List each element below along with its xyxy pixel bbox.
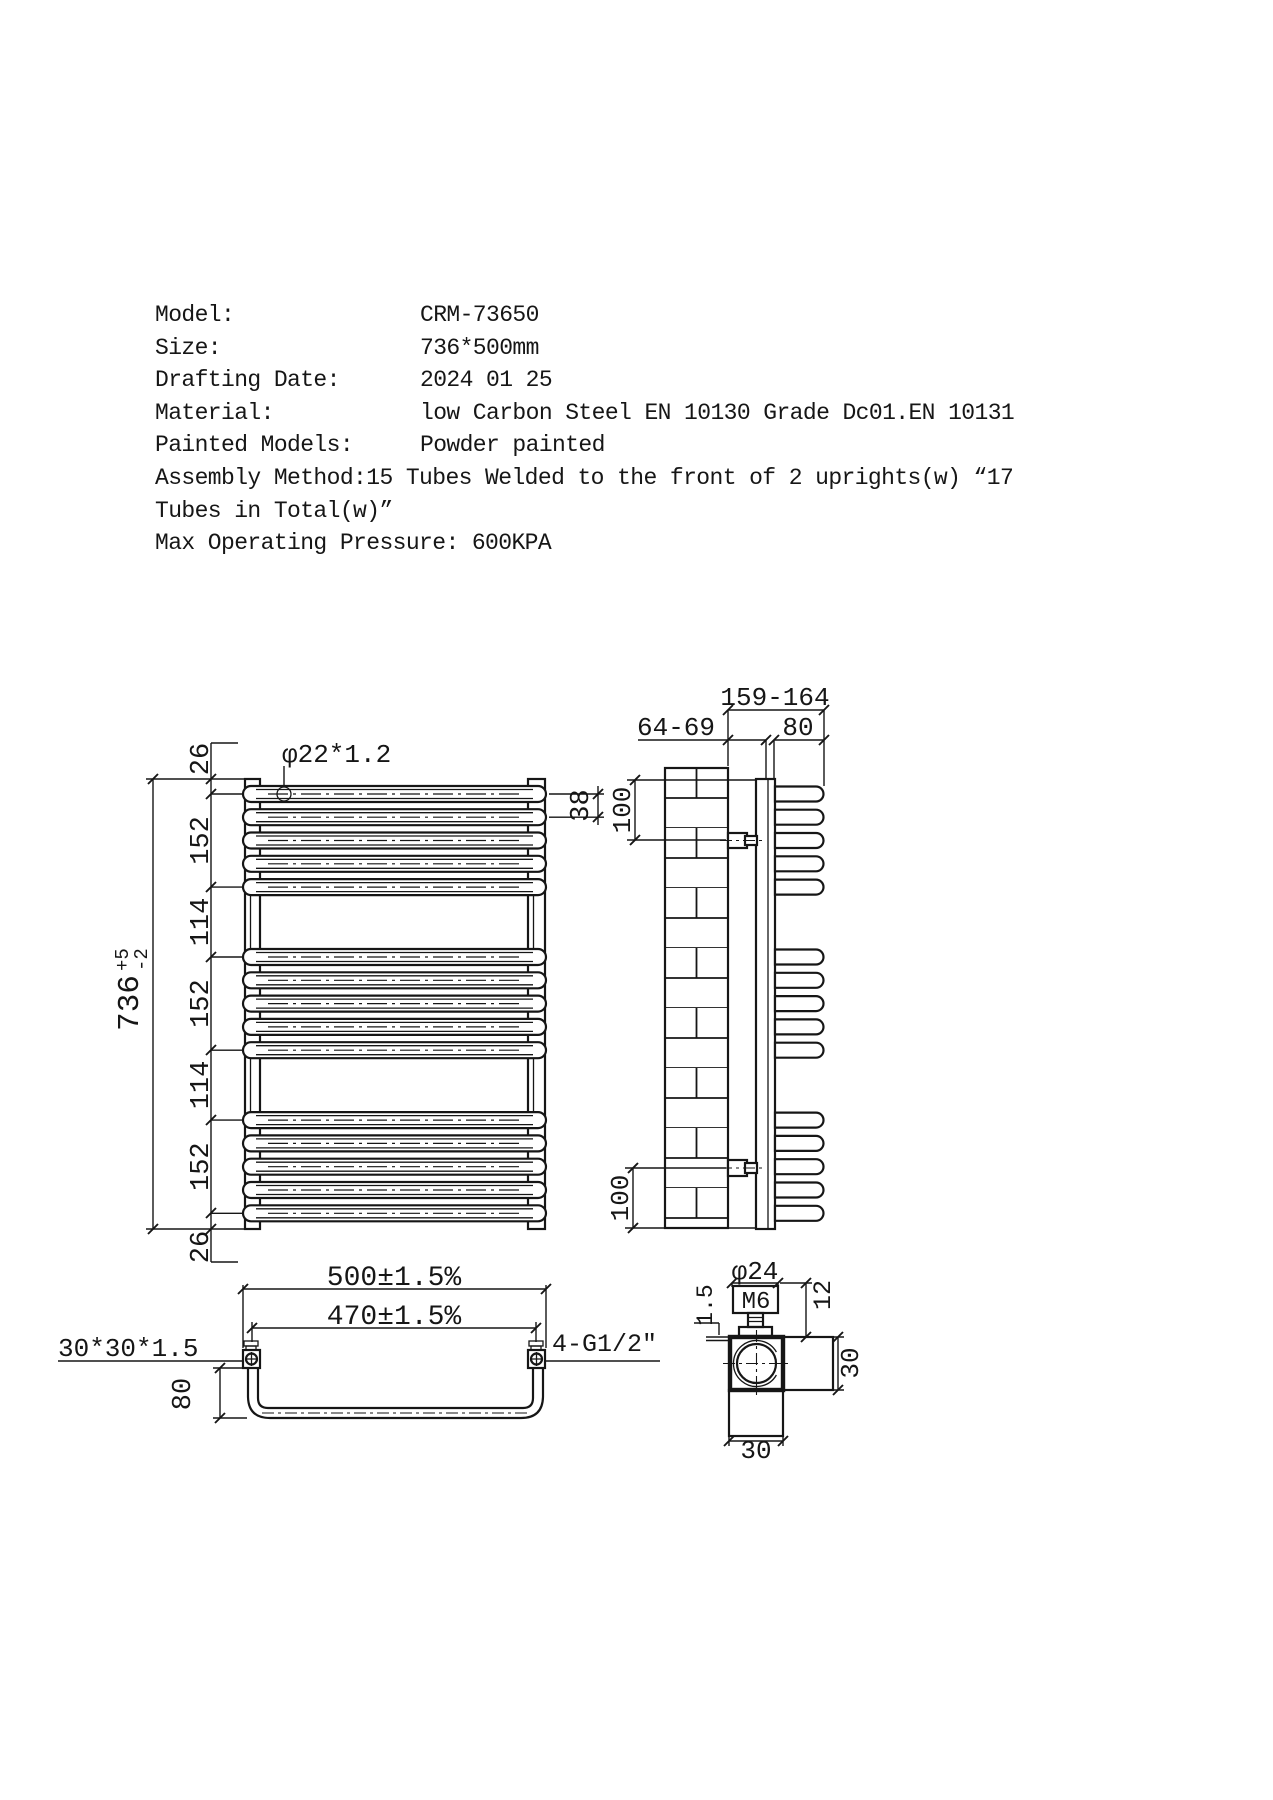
- bottom-view: [58, 1263, 660, 1418]
- dim-label-bow-depth: 80: [169, 1377, 199, 1411]
- dim-label-bracket-bottom: 100: [606, 1174, 636, 1222]
- spec-label: Painted Models:: [155, 432, 354, 459]
- dim-label-width-30: 30: [740, 1436, 772, 1466]
- side-tube-end: [775, 950, 824, 965]
- bolt-plate: [739, 1327, 772, 1336]
- dim-label-114-2: 114: [187, 1060, 217, 1110]
- side-tube-end: [775, 787, 824, 802]
- front-square: [729, 1390, 783, 1436]
- front-tube: [243, 856, 546, 872]
- front-tube: [243, 809, 546, 825]
- side-square: [783, 1337, 833, 1390]
- detail-view: [693, 1257, 866, 1466]
- side-tube-end: [775, 1183, 824, 1198]
- side-tube-end: [775, 973, 824, 988]
- side-tube-end: [775, 1019, 824, 1034]
- side-tube-end: [775, 856, 824, 871]
- front-tube: [243, 1159, 546, 1175]
- connections-spec-label: 4-G1/2″: [552, 1330, 658, 1359]
- side-tube-end: [775, 1206, 824, 1221]
- side-tube-end: [775, 1043, 824, 1058]
- front-tube: [243, 1205, 546, 1221]
- spec-line-assembly-1: Assembly Method:15 Tubes Welded to the front of 2 uprights(w) “17: [155, 464, 1014, 491]
- spec-value: CRM-73650: [420, 302, 539, 328]
- front-tube: [243, 996, 546, 1012]
- front-tube: [243, 1182, 546, 1198]
- front-tubes: [243, 786, 546, 1221]
- front-tube: [243, 1112, 546, 1128]
- spec-label: Drafting Date:: [155, 367, 340, 394]
- side-tube-end: [775, 1136, 824, 1151]
- dim-label-wall-thickness: 1.5: [693, 1284, 719, 1326]
- dim-label-tube-gap: 38: [567, 789, 597, 822]
- spec-label: Material:: [155, 399, 274, 426]
- bolt-size-label: M6: [741, 1289, 771, 1316]
- dim-label-152-2: 152: [187, 979, 217, 1028]
- side-tube-end: [775, 996, 824, 1011]
- front-tube: [243, 833, 546, 849]
- dim-label-26-top: 26: [187, 742, 217, 776]
- dim-label-bracket-top: 100: [608, 786, 638, 834]
- side-tube-end: [775, 833, 824, 848]
- dim-label-cap-dia: φ24: [731, 1257, 779, 1287]
- side-tube-end: [775, 880, 824, 895]
- dim-total-sub: -2: [131, 948, 153, 971]
- dim-label-side-30: 30: [836, 1347, 866, 1379]
- dim-label-offset: 12: [809, 1279, 838, 1311]
- side-tube-ends: [775, 787, 824, 1221]
- dim-label-152-1: 152: [187, 816, 217, 865]
- dim-label-width: 500±1.5%: [326, 1263, 462, 1294]
- dim-label-114-1: 114: [187, 897, 217, 947]
- wall-hatch: [665, 768, 728, 1228]
- left-connector-tab: [244, 1341, 258, 1346]
- dim-label-152-3: 152: [187, 1142, 217, 1192]
- side-tube-end: [775, 810, 824, 825]
- bowed-tube-outer: [248, 1368, 543, 1418]
- dim-total-main: 736: [113, 975, 148, 1031]
- front-tube: [243, 972, 546, 988]
- spec-value: 2024 01 25: [420, 367, 553, 394]
- front-view: [112, 740, 604, 1263]
- section-spec-label: 30*30*1.5: [58, 1334, 199, 1364]
- side-tube-end: [775, 1113, 824, 1128]
- dim-label-wall-gap: 64-69: [636, 713, 716, 743]
- upright-side: [756, 779, 775, 1229]
- dim-label-tube-depth: 80: [782, 713, 814, 743]
- spec-value: 736*500mm: [420, 334, 539, 361]
- spec-line-pressure: Max Operating Pressure: 600KPA: [155, 530, 552, 557]
- front-tube: [243, 1042, 546, 1058]
- side-view: [606, 683, 830, 1229]
- front-tube: [243, 1135, 546, 1151]
- front-tube: [243, 879, 546, 895]
- spec-label: Model:: [155, 302, 235, 328]
- tube-spec-label: φ22*1.2: [282, 740, 392, 770]
- dim-label-total-height: [112, 948, 153, 1031]
- dim-label-centers: 470±1.5%: [326, 1302, 462, 1333]
- spec-line-assembly-2: Tubes in Total(w)”: [155, 497, 393, 524]
- spec-label: Size:: [155, 334, 222, 361]
- side-tube-end: [775, 1159, 824, 1174]
- dim-label-depth-range: 159-164: [720, 683, 830, 713]
- dim-label-26-bottom: 26: [187, 1230, 217, 1264]
- front-tube: [243, 1019, 546, 1035]
- front-tube: [243, 949, 546, 965]
- spec-value: Powder painted: [420, 432, 605, 459]
- bolt-threads: [749, 1318, 762, 1322]
- spec-value: low Carbon Steel EN 10130 Grade Dc01.EN 10131: [420, 399, 1015, 426]
- bowed-tube-inner: [258, 1368, 533, 1408]
- dim-total-sup: +5: [112, 948, 134, 971]
